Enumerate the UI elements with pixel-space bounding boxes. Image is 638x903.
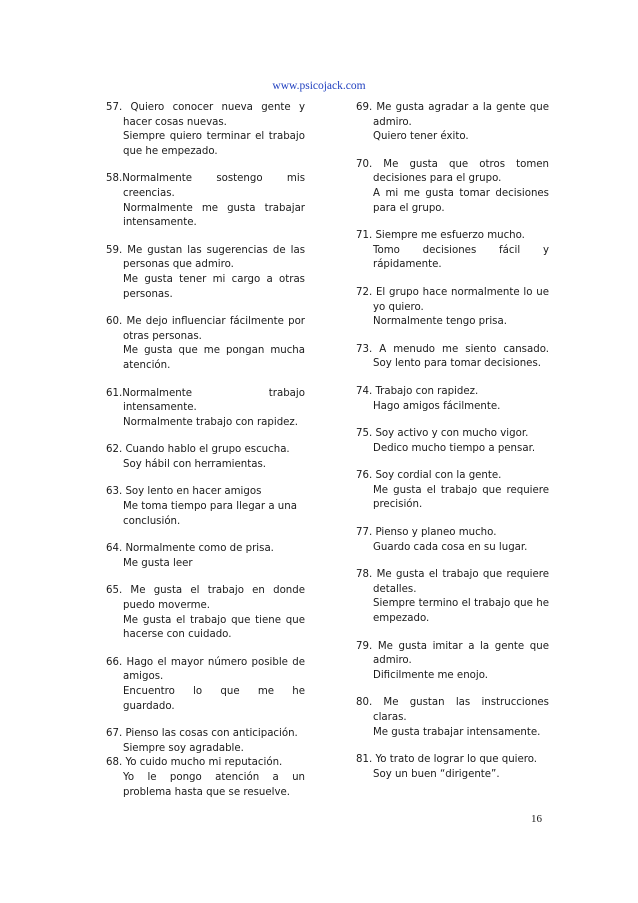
- question-item: [356, 696, 549, 740]
- question-line: Yo le pongo atención a un: [123, 771, 305, 783]
- question-item: [356, 343, 549, 372]
- question-line: detalles.: [373, 583, 417, 595]
- question-line: 62. Cuando hablo el grupo escucha.: [106, 444, 290, 456]
- question-line: 65. Me gusta el trabajo en donde: [106, 585, 305, 597]
- question-line: intensamente.: [123, 217, 197, 229]
- question-line: Soy un buen “dirigente”.: [373, 768, 500, 780]
- question-item: [356, 469, 549, 513]
- question-line: empezado.: [373, 613, 430, 625]
- question-line: Quiero tener éxito.: [373, 131, 469, 143]
- question-line: 81. Yo trato de lograr lo que quiero.: [356, 754, 538, 766]
- question-line: Normalmente trabajo con rapidez.: [123, 416, 299, 428]
- question-line: Me gusta el trabajo que requiere: [373, 484, 549, 496]
- question-line: 72. El grupo hace normalmente lo ue: [356, 286, 549, 298]
- question-line: que he empezado.: [123, 145, 218, 157]
- header-url: www.psicojack.com: [272, 80, 366, 92]
- questions-right-column: [356, 101, 549, 782]
- question-line: Me gusta leer: [123, 557, 193, 569]
- question-line: hacer cosas nuevas.: [123, 116, 227, 128]
- question-line: Dificilmente me enojo.: [373, 669, 489, 681]
- question-item: [106, 542, 305, 571]
- question-line: 71. Siempre me esfuerzo mucho.: [356, 230, 525, 242]
- question-line: 63. Soy lento en hacer amigos: [106, 486, 262, 498]
- question-line: Me gusta el trabajo que tiene que: [123, 614, 305, 626]
- question-line: Siempre soy agradable.: [123, 742, 244, 754]
- question-line: Me gusta que me pongan mucha: [123, 345, 305, 357]
- question-line: Normalmente tengo prisa.: [373, 316, 507, 328]
- question-line: yo quiero.: [373, 301, 424, 313]
- question-item: [356, 385, 549, 414]
- question-item: [106, 756, 305, 800]
- question-line: 61.Normalmente trabajo: [106, 387, 305, 399]
- question-line: A mi me gusta tomar decisiones: [373, 187, 549, 199]
- question-line: 68. Yo cuido mucho mi reputación.: [106, 757, 283, 769]
- question-line: 69. Me gusta agradar a la gente que: [356, 102, 549, 113]
- question-line: 80. Me gustan las instrucciones: [356, 697, 549, 709]
- question-line: conclusión.: [123, 515, 181, 527]
- question-line: personas.: [123, 288, 173, 300]
- question-item: [356, 526, 549, 555]
- question-item: [356, 640, 549, 684]
- question-line: Siempre termino el trabajo que he: [373, 598, 549, 610]
- question-line: admiro.: [373, 655, 412, 667]
- questions-left-column: [106, 101, 305, 800]
- question-item: [106, 443, 305, 472]
- question-line: admiro.: [373, 116, 412, 128]
- question-line: problema hasta que se resuelve.: [123, 786, 290, 798]
- question-line: Soy lento para tomar decisiones.: [373, 358, 541, 370]
- question-line: 70. Me gusta que otros tomen: [356, 158, 549, 170]
- question-item: [106, 172, 305, 230]
- question-line: 57. Quiero conocer nueva gente y: [106, 102, 305, 113]
- question-line: 79. Me gusta imitar a la gente que: [356, 640, 549, 652]
- question-line: Guardo cada cosa en su lugar.: [373, 541, 528, 553]
- question-line: Normalmente me gusta trabajar: [123, 202, 305, 214]
- question-line: intensamente.: [123, 402, 197, 414]
- question-item: [356, 158, 549, 216]
- question-line: atención.: [123, 359, 171, 371]
- page-number: 16: [531, 813, 542, 825]
- question-item: [106, 244, 305, 302]
- question-line: Soy hábil con herramientas.: [123, 458, 266, 470]
- question-line: rápidamente.: [373, 259, 442, 271]
- question-line: Me gusta tener mi cargo a otras: [123, 273, 305, 285]
- question-item: [106, 584, 305, 642]
- question-line: personas que admiro.: [123, 259, 234, 271]
- question-line: puedo moverme.: [123, 600, 211, 612]
- question-line: 60. Me dejo influenciar fácilmente por: [106, 316, 305, 328]
- question-line: Tomo decisiones fácil y: [373, 244, 549, 256]
- question-item: [356, 753, 549, 782]
- question-line: Hago amigos fácilmente.: [373, 400, 501, 412]
- question-line: claras.: [373, 712, 407, 723]
- question-line: otras personas.: [123, 330, 202, 342]
- question-line: 67. Pienso las cosas con anticipación.: [106, 728, 298, 740]
- question-item: [106, 101, 305, 159]
- question-line: 66. Hago el mayor número posible de: [106, 656, 305, 668]
- question-line: 75. Soy activo y con mucho vigor.: [356, 428, 529, 440]
- question-line: 76. Soy cordial con la gente.: [356, 470, 502, 482]
- question-item: [106, 315, 305, 373]
- question-line: creencias.: [123, 187, 175, 199]
- question-line: guardado.: [123, 700, 175, 712]
- question-line: precisión.: [373, 499, 423, 511]
- question-line: Me toma tiempo para llegar a una: [123, 501, 297, 513]
- question-item: [356, 427, 549, 456]
- question-line: Siempre quiero terminar el trabajo: [123, 131, 305, 143]
- question-line: amigos.: [123, 671, 164, 683]
- question-item: [106, 485, 305, 529]
- question-line: 64. Normalmente como de prisa.: [106, 543, 274, 555]
- question-item: [356, 101, 549, 145]
- question-line: hacerse con cuidado.: [123, 629, 232, 641]
- question-line: 73. A menudo me siento cansado.: [356, 343, 549, 355]
- question-line: 78. Me gusta el trabajo que requiere: [356, 569, 549, 581]
- question-line: 77. Pienso y planeo mucho.: [356, 527, 497, 539]
- question-item: [106, 727, 305, 756]
- question-line: 74. Trabajo con rapidez.: [356, 385, 479, 397]
- question-item: [106, 656, 305, 714]
- question-item: [356, 286, 549, 330]
- question-line: 59. Me gustan las sugerencias de las: [106, 244, 305, 256]
- question-line: decisiones para el grupo.: [373, 173, 502, 185]
- question-line: Dedico mucho tiempo a pensar.: [373, 442, 536, 454]
- question-item: [106, 387, 305, 431]
- question-item: [356, 229, 549, 273]
- question-line: Encuentro lo que me he: [123, 686, 305, 697]
- question-line: Me gusta trabajar intensamente.: [373, 726, 541, 738]
- question-line: para el grupo.: [373, 202, 445, 214]
- question-line: 58.Normalmente sostengo mis: [106, 173, 305, 185]
- question-item: [356, 568, 549, 626]
